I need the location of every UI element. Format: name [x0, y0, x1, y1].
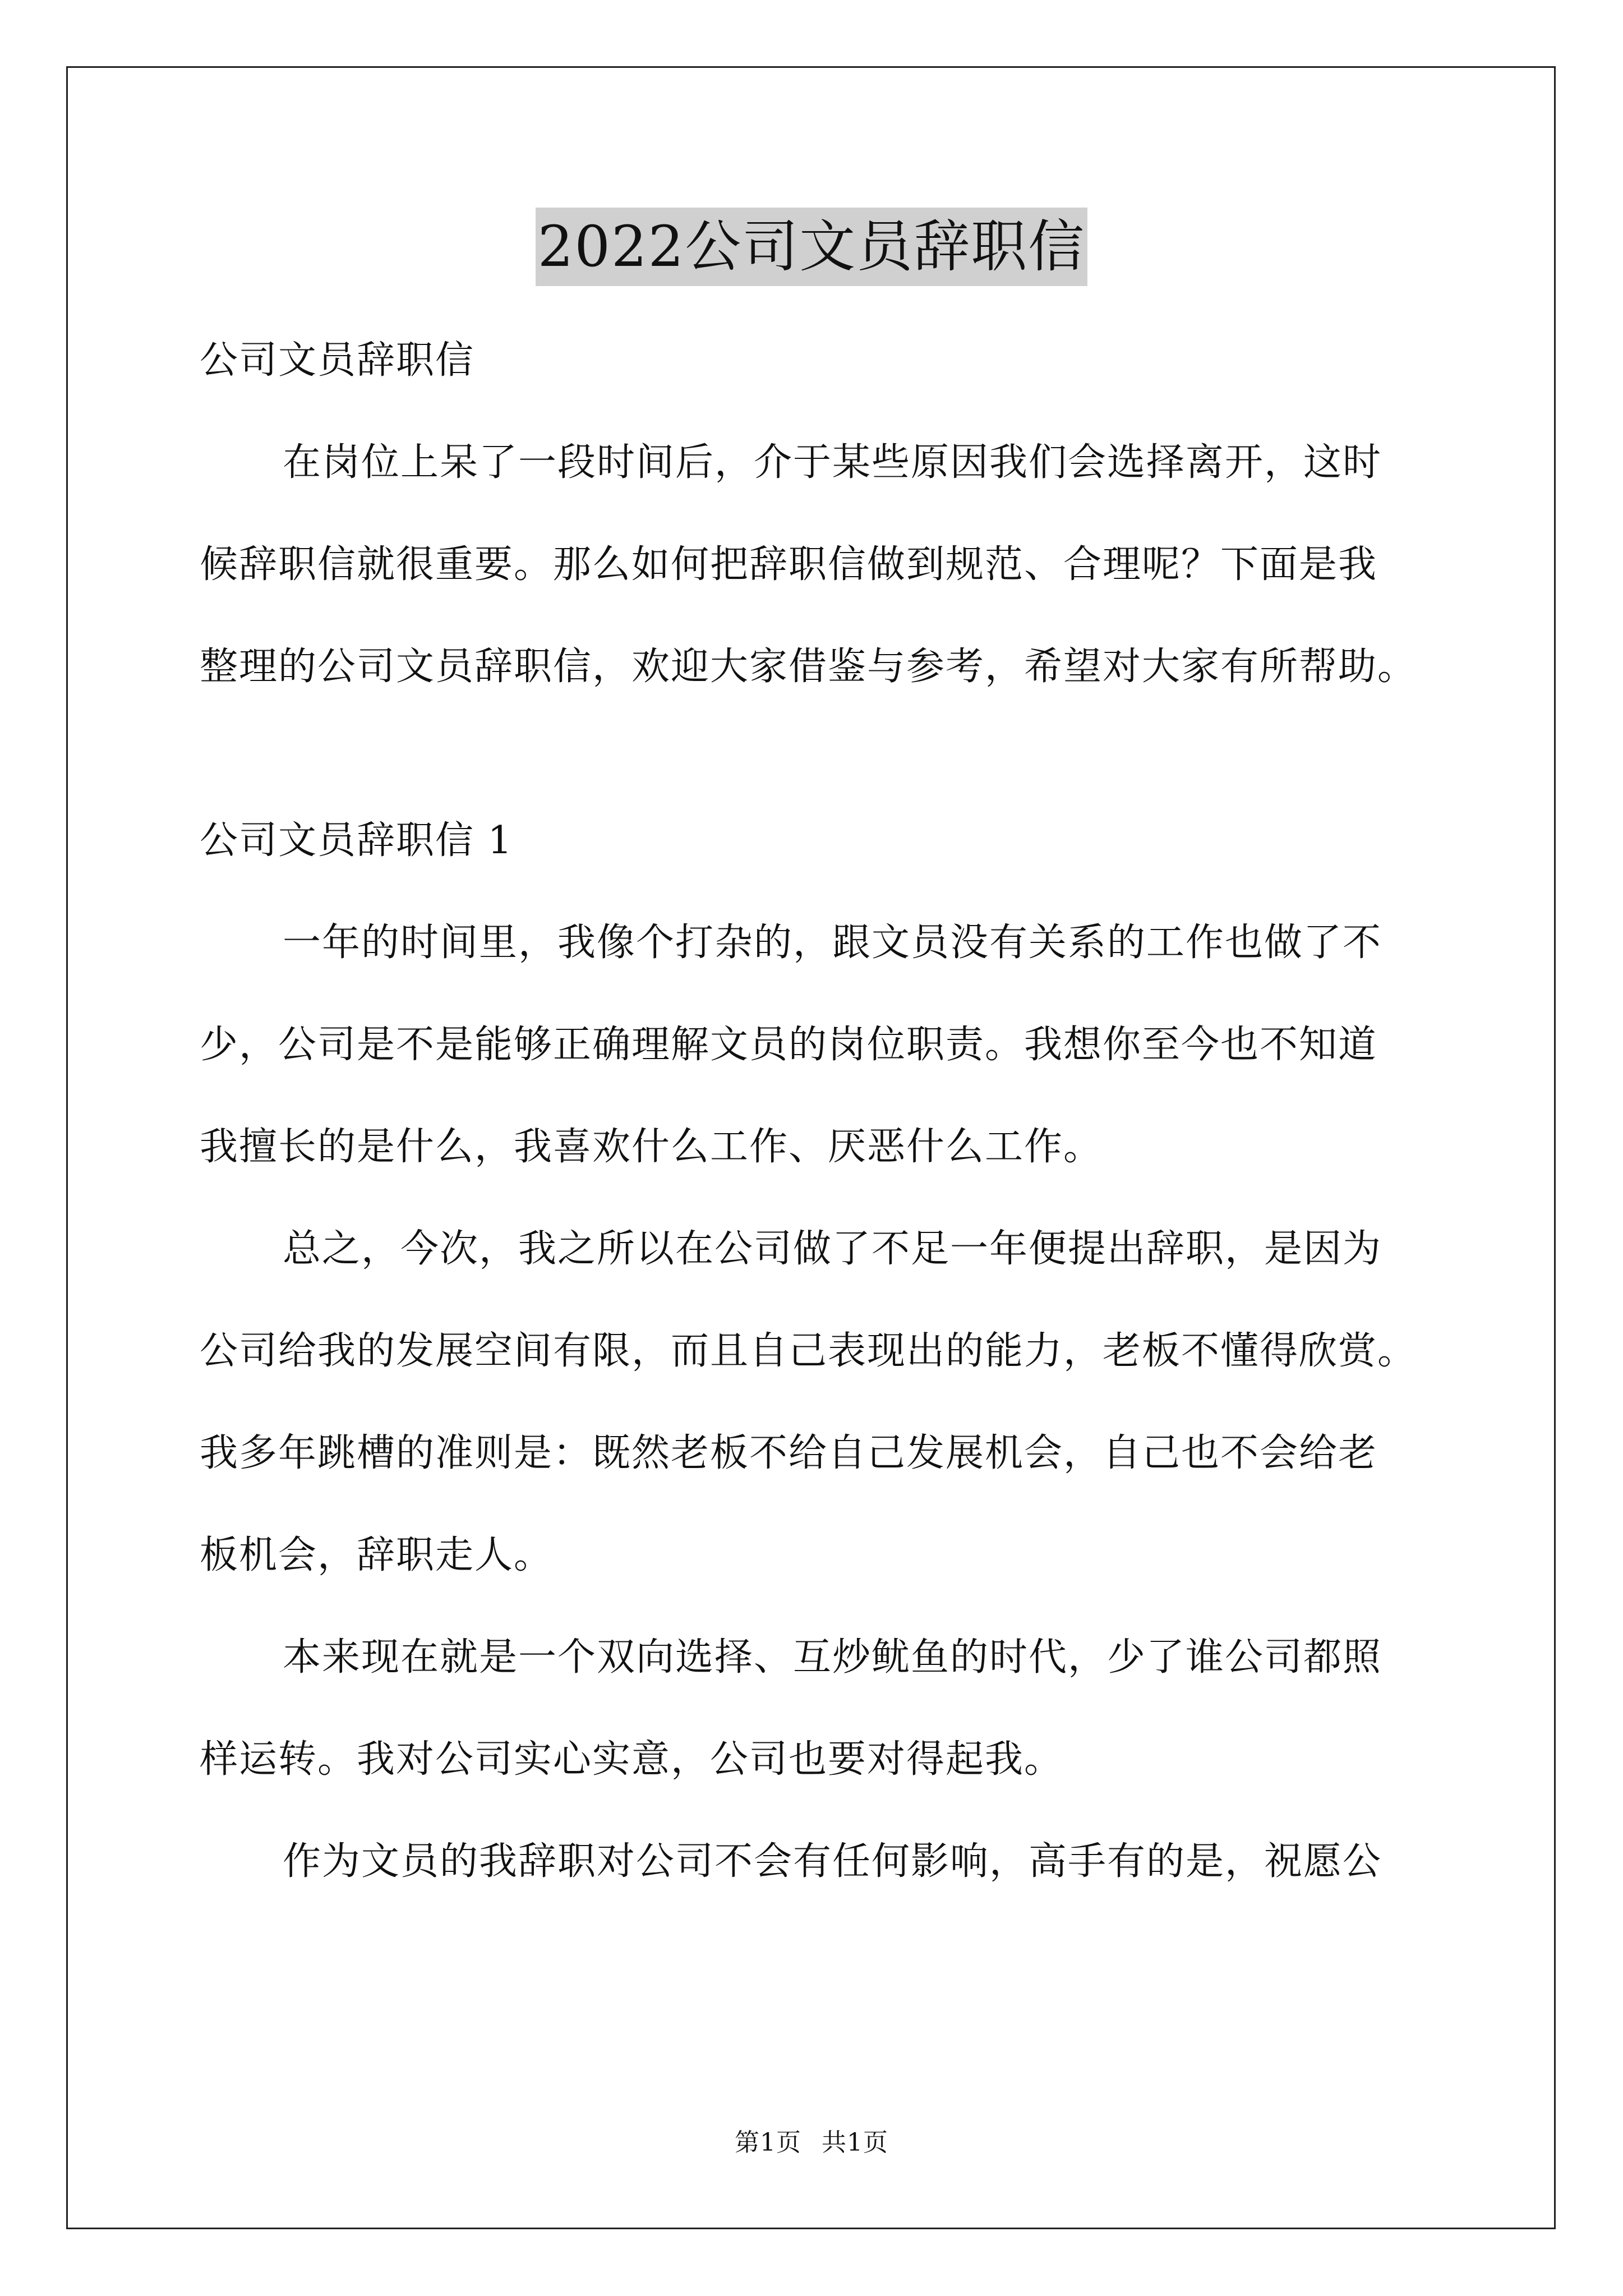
- paragraph-1-line: 我擅长的是什么，我喜欢什么工作、厌恶什么工作。: [200, 1125, 1103, 1169]
- paragraph-3-line: 本来现在就是一个双向选择、互炒鱿鱼的时代，少了谁公司都照: [283, 1635, 1382, 1680]
- page-footer: [0, 2126, 1623, 2160]
- intro-line: 候辞职信就很重要。那么如何把辞职信做到规范、合理呢？下面是我: [200, 542, 1378, 587]
- page-number-total: 共1页: [822, 2128, 888, 2157]
- paragraph-1-line: 一年的时间里，我像个打杂的，跟文员没有关系的工作也做了不: [283, 921, 1382, 965]
- paragraph-2-line: 板机会，辞职走人。: [200, 1533, 554, 1577]
- paragraph-4-line: 作为文员的我辞职对公司不会有任何影响，高手有的是，祝愿公: [283, 1839, 1382, 1884]
- paragraph-2-line: 总之，今次，我之所以在公司做了不足一年便提出辞职，是因为: [283, 1227, 1382, 1271]
- paragraph-2-line: 公司给我的发展空间有限，而且自己表现出的能力，老板不懂得欣赏。: [200, 1329, 1417, 1373]
- paragraph-3-line: 样运转。我对公司实心实意，公司也要对得起我。: [200, 1737, 1064, 1782]
- intro-line: 整理的公司文员辞职信，欢迎大家借鉴与参考，希望对大家有所帮助。: [200, 645, 1417, 689]
- document-body: [200, 310, 1433, 1913]
- document-title: 2022公司文员辞职信: [536, 208, 1088, 286]
- paragraph-1-line: 少，公司是不是能够正确理解文员的岗位职责。我想你至今也不知道: [200, 1023, 1378, 1067]
- paragraph-2-line: 我多年跳槽的准则是：既然老板不给自己发展机会，自己也不会给老: [200, 1431, 1378, 1475]
- section-spacer: [200, 718, 1433, 790]
- intro-line: 在岗位上呆了一段时间后，介于某些原因我们会选择离开，这时: [283, 440, 1382, 485]
- section-heading: 公司文员辞职信 1: [200, 818, 513, 863]
- title-wrap: [0, 208, 1623, 286]
- document-subtitle: 公司文员辞职信: [200, 338, 475, 383]
- page-number-current: 第1页: [735, 2128, 801, 2157]
